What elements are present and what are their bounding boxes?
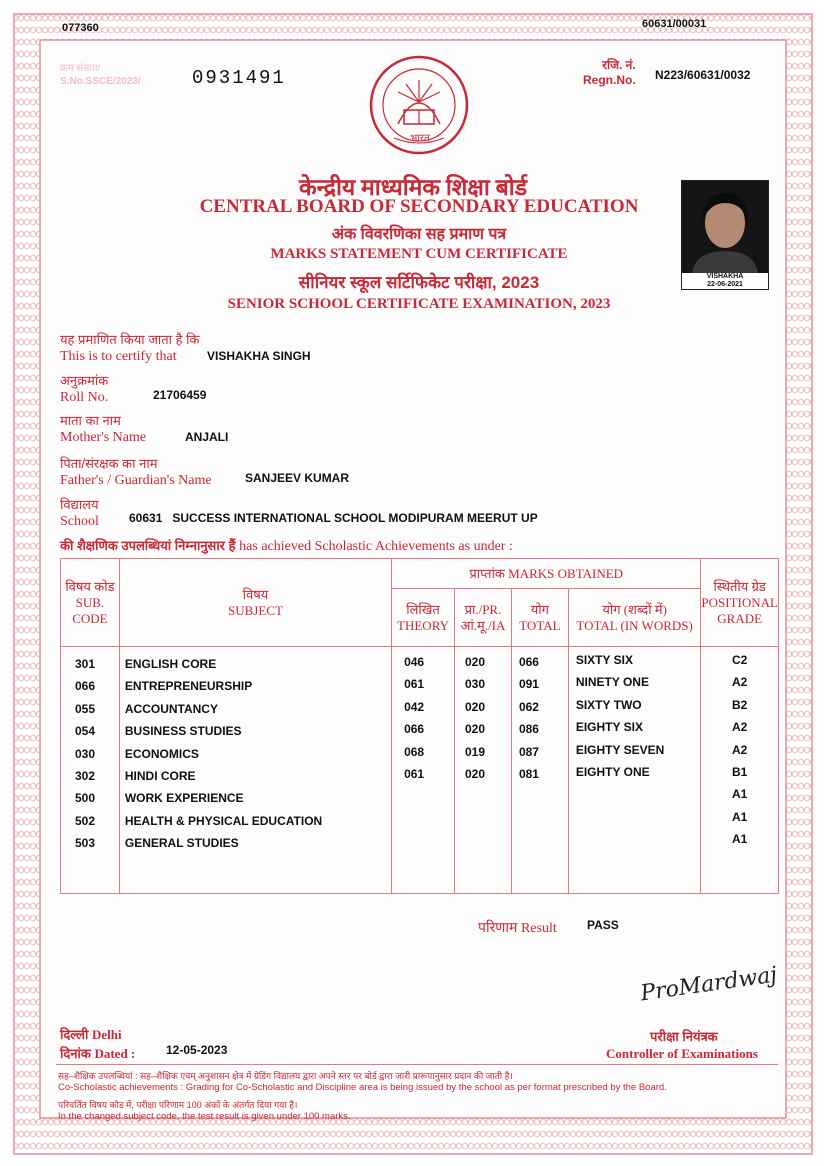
grade-cell: B2 xyxy=(732,697,748,712)
th-grade-en2: GRADE xyxy=(717,610,763,626)
exam-title-en: SENIOR SCHOOL CERTIFICATE EXAMINATION, 2023 xyxy=(227,296,611,312)
mother-label-hi: माता का नाम xyxy=(60,413,121,428)
school-label-en: School xyxy=(60,514,99,529)
grade-cell: A2 xyxy=(732,720,748,735)
code-cell: 066 xyxy=(75,679,96,694)
col-theory xyxy=(392,647,455,894)
th-total xyxy=(511,589,568,647)
subject-cell: HINDI CORE xyxy=(124,769,196,784)
th-theory xyxy=(392,589,455,647)
photo-date: 22-06-2021 xyxy=(707,281,743,288)
ia-cell: 020 xyxy=(465,699,486,714)
code-cell: 301 xyxy=(75,657,96,671)
words-cell: SIXTY SIX xyxy=(575,653,633,667)
ia-cell: 019 xyxy=(465,744,486,759)
student-name: VISHAKHA SINGH xyxy=(207,349,311,363)
grade-list xyxy=(701,649,778,851)
code-cell: 054 xyxy=(75,724,96,739)
col-subjects xyxy=(119,647,391,894)
exam-title-hi: सीनियर स्कूल सर्टिफिकेट परीक्षा, 2023 xyxy=(298,273,540,292)
mother-label-en: Mother's Name xyxy=(60,430,147,445)
result-value: PASS xyxy=(587,918,619,932)
photo-name: VISHAKHA xyxy=(706,273,744,280)
th-words-hi: योग (शब्दों में) xyxy=(602,601,667,617)
regn-label xyxy=(583,58,636,88)
photo-caption xyxy=(682,273,768,289)
th-total-words xyxy=(568,589,701,647)
col-ia xyxy=(455,647,512,894)
note2-hi: परिवर्तित विषय कोड में, परीक्षा परिणाम 100 अंकों के अंतर्गत दिया गया है। xyxy=(58,1100,298,1110)
ia-cell: 020 xyxy=(465,655,486,669)
th-subject-hi: विषय xyxy=(242,586,269,602)
subject-cell: WORK EXPERIENCE xyxy=(124,791,244,806)
achieved-label-hi: की शैक्षणिक उपलब्धियां निम्नानुसार हैं xyxy=(60,538,236,553)
roll-label-hi: अनुक्रमांक xyxy=(60,373,109,388)
sno-number: 0931491 xyxy=(192,67,286,89)
grade-cell: B1 xyxy=(732,765,748,780)
th-marks-obtained xyxy=(392,559,701,589)
subject-cell: ACCOUNTANCY xyxy=(124,701,218,716)
words-cell: NINETY ONE xyxy=(575,675,649,690)
sno-faded-value: S.No.SSCE/2023/ xyxy=(60,76,141,87)
place-line xyxy=(60,1025,122,1043)
theory-cell: 046 xyxy=(404,655,425,669)
th-ia xyxy=(455,589,512,647)
code-cell: 500 xyxy=(75,791,96,806)
serial-top-left: 077360 xyxy=(62,22,99,34)
words-cell: SIXTY TWO xyxy=(575,697,642,712)
ia-cell: 030 xyxy=(465,677,486,692)
note2-en: In the changed subject code, the test result is given under 100 marks. xyxy=(58,1111,351,1122)
serial-top-right: 60631/00031 xyxy=(642,18,707,30)
achieved-line xyxy=(60,536,513,555)
dated-line xyxy=(60,1044,135,1062)
school-label-hi: विद्यालय xyxy=(60,497,99,512)
father-label-en: Father's / Guardian's Name xyxy=(60,473,212,488)
theory-cell: 061 xyxy=(404,767,425,782)
words-cell: EIGHTY SIX xyxy=(575,720,643,735)
roll-value: 21706459 xyxy=(153,388,207,402)
dated-en: Dated : xyxy=(94,1046,136,1061)
total-cell: 062 xyxy=(518,699,539,714)
grade-cell: C2 xyxy=(732,653,748,667)
ia-list xyxy=(455,651,511,785)
th-words-en: TOTAL (IN WORDS) xyxy=(576,617,693,633)
grade-cell: A2 xyxy=(732,742,748,757)
regn-label-en: Regn.No. xyxy=(583,73,636,87)
words-list xyxy=(569,649,701,783)
th-theory-hi: लिखित xyxy=(406,601,440,617)
controller-signature: ProMardwaj xyxy=(638,962,779,1007)
dated-hi: दिनांक xyxy=(60,1046,91,1061)
footer-divider xyxy=(56,1064,778,1065)
subject-cell: GENERAL STUDIES xyxy=(124,836,239,851)
col-grades xyxy=(701,647,779,894)
theory-cell: 066 xyxy=(404,722,425,737)
marks-table xyxy=(60,558,779,894)
grade-cell: A1 xyxy=(732,787,748,802)
board-title-en: CENTRAL BOARD OF SECONDARY EDUCATION xyxy=(199,196,639,217)
code-cell: 503 xyxy=(75,836,96,851)
certify-label-en: This is to certify that xyxy=(60,349,177,364)
th-subject-en: SUBJECT xyxy=(228,602,283,618)
subject-cell: HEALTH & PHYSICAL EDUCATION xyxy=(124,813,323,828)
note1-en: Co-Scholastic achievements : Grading for Co-Scholastic and Discipline area is being issued by the school as per format prescribed by the Board. xyxy=(58,1082,667,1093)
father-label-hi: पिता/संरक्षक का नाम xyxy=(60,456,158,471)
th-sub-code-hi: विषय कोड xyxy=(65,578,115,594)
result-label-hi: परिणाम xyxy=(478,921,518,936)
subject-cell: ECONOMICS xyxy=(124,746,199,761)
theory-cell: 068 xyxy=(404,744,425,759)
date-value: 12-05-2023 xyxy=(166,1043,228,1057)
certify-label-hi: यह प्रमाणित किया जाता है कि xyxy=(60,332,200,347)
achieved-label-en: has achieved Scholastic Achievements as under : xyxy=(239,539,513,554)
theory-cell: 042 xyxy=(404,699,425,714)
th-grade-hi: स्थितीय ग्रेड xyxy=(713,578,766,594)
ia-cell: 020 xyxy=(465,767,486,782)
col-total xyxy=(511,647,568,894)
roll-label-en: Roll No. xyxy=(60,390,109,405)
col-words xyxy=(568,647,701,894)
regn-label-hi: रजि. नं. xyxy=(602,58,636,72)
code-cell: 502 xyxy=(75,813,96,828)
th-grade-en1: POSITIONAL xyxy=(701,594,778,610)
th-marks-en: MARKS OBTAINED xyxy=(508,565,624,581)
th-marks-hi: प्राप्तांक xyxy=(469,565,505,581)
board-title-hi: केन्द्रीय माध्यमिक शिक्षा बोर्ड xyxy=(298,175,528,200)
note1-hi: सह–शैक्षिक उपलब्धियां : सह–शैक्षिक एवम् अनुशासन क्षेत्र में ग्रेडिंग विद्यालय द्वारा अपने स्तर पर बोर्ड द्वारा जारी प्रारूपानुसार प्रदान की जाती है। xyxy=(58,1071,513,1081)
result-label-en: Result xyxy=(520,921,557,936)
controller-label-hi: परीक्षा नियंत्रक xyxy=(650,1029,718,1044)
th-total-hi: योग xyxy=(530,601,549,617)
father-value: SANJEEV KUMAR xyxy=(245,471,350,485)
th-subject xyxy=(119,559,391,647)
grade-cell: A1 xyxy=(732,832,748,847)
code-cell: 030 xyxy=(75,746,96,761)
ia-cell: 020 xyxy=(465,722,486,737)
result-label xyxy=(478,918,557,937)
subject-cell: ENTREPRENEURSHIP xyxy=(124,679,253,694)
th-theory-en: THEORY xyxy=(397,617,450,633)
marks-body-row xyxy=(61,647,779,894)
subject-cell: BUSINESS STUDIES xyxy=(124,724,242,739)
col-codes xyxy=(61,647,120,894)
th-sub-code xyxy=(61,559,120,647)
theory-list xyxy=(392,651,454,785)
total-cell: 081 xyxy=(518,767,539,782)
theory-cell: 061 xyxy=(404,677,425,692)
place-en: Delhi xyxy=(91,1027,122,1042)
cert-title-hi: अंक विवरणिका सह प्रमाण पत्र xyxy=(331,226,507,243)
grade-cell: A1 xyxy=(732,809,748,824)
code-cell: 055 xyxy=(75,701,96,716)
total-cell: 086 xyxy=(518,722,539,737)
place-hi: दिल्ली xyxy=(60,1027,89,1042)
words-cell: EIGHTY SEVEN xyxy=(575,742,665,757)
student-photo xyxy=(681,180,769,290)
subject-cell: ENGLISH CORE xyxy=(124,657,217,671)
cert-title-en: MARKS STATEMENT CUM CERTIFICATE xyxy=(270,246,568,262)
th-sub-code-en2: CODE xyxy=(72,610,108,626)
total-cell: 091 xyxy=(518,677,539,692)
code-list xyxy=(61,653,119,855)
th-ia-hi: प्रा./PR. xyxy=(464,601,502,617)
sno-faded xyxy=(60,62,141,88)
words-cell: EIGHTY ONE xyxy=(575,765,650,780)
code-cell: 302 xyxy=(75,769,96,784)
total-cell: 087 xyxy=(518,744,539,759)
subject-list xyxy=(120,653,391,855)
mother-value: ANJALI xyxy=(185,430,229,444)
controller-label-en: Controller of Examinations xyxy=(606,1046,758,1061)
logo-text-bottom: भारत xyxy=(410,133,430,144)
sno-faded-label: क्रम संख्या/ xyxy=(60,63,101,74)
total-list xyxy=(512,651,568,785)
total-cell: 066 xyxy=(518,655,539,669)
th-sub-code-en1: SUB. xyxy=(75,594,105,610)
student-face-icon xyxy=(682,181,768,273)
school-value: 60631 SUCCESS INTERNATIONAL SCHOOL MODIPURAM MEERUT UP xyxy=(129,511,538,525)
regn-value: N223/60631/0032 xyxy=(655,68,751,82)
th-total-en: TOTAL xyxy=(519,617,561,633)
th-ia-en: आं.मू./IA xyxy=(460,617,506,633)
th-grade xyxy=(701,559,779,647)
grade-cell: A2 xyxy=(732,675,748,690)
